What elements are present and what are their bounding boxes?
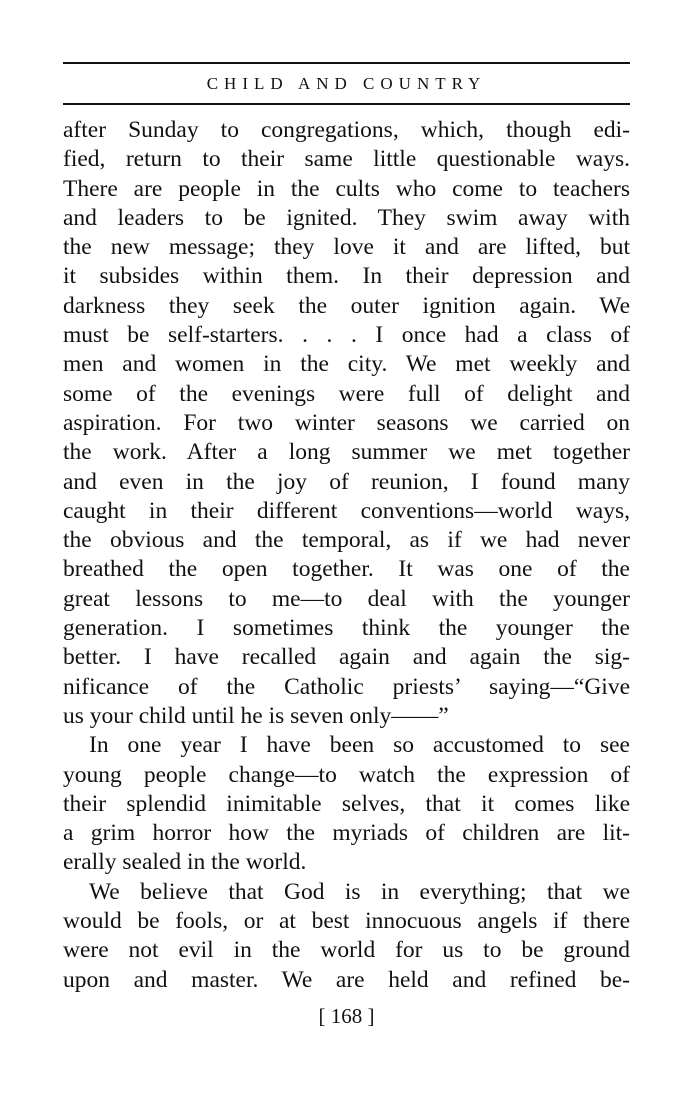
paragraph-start-line: We believe that God is in everything; that we: [89, 878, 630, 905]
text-line: some of the evenings were full of delight and: [63, 380, 630, 407]
text-line: after Sunday to congregations, which, though edi-: [63, 117, 630, 143]
text-line: a grim horror how the myriads of children are lit-: [63, 820, 630, 847]
running-head: CHILD AND COUNTRY: [206, 74, 487, 93]
text-line: the new message; they love it and are lifted, but: [63, 234, 630, 261]
text-line: darkness they seek the outer ignition again. We: [63, 292, 630, 319]
text-line: and even in the joy of reunion, I found many: [63, 468, 630, 495]
text-line: would be fools, or at best innocuous angels if there: [63, 908, 630, 935]
body-text: [63, 116, 630, 995]
text-line: fied, return to their same little questionable ways.: [63, 146, 630, 173]
header-rule: [63, 103, 630, 105]
text-line: it subsides within them. In their depression and: [63, 263, 630, 290]
top-rule: [63, 62, 630, 64]
text-line: great lessons to me—to deal with the younger: [63, 585, 630, 612]
text-line: caught in their different conventions—world ways,: [63, 497, 630, 524]
paragraph-end-line: erally sealed in the world.: [63, 849, 307, 876]
text-line: breathed the open together. It was one of the: [63, 556, 630, 583]
text-line: upon and master. We are held and refined be-: [63, 966, 630, 993]
text-line: young people change—to watch the expression of: [63, 761, 630, 788]
paragraph-end-line: us your child until he is seven only——”: [63, 702, 449, 729]
text-line: the obvious and the temporal, as if we had never: [63, 527, 630, 554]
text-line: better. I have recalled again and again the sig-: [63, 644, 630, 671]
paragraph-start-line: In one year I have been so accustomed to see: [89, 732, 630, 759]
text-line: were not evil in the world for us to be ground: [63, 937, 630, 964]
text-line: aspiration. For two winter seasons we carried on: [63, 409, 630, 436]
text-line: generation. I sometimes think the younger the: [63, 615, 630, 642]
text-line: nificance of the Catholic priests’ saying—“Give: [63, 673, 630, 700]
page-number: [ 168 ]: [318, 1004, 375, 1028]
text-line: the work. After a long summer we met together: [63, 439, 630, 466]
text-line: must be self-starters. . . . I once had a class of: [63, 322, 630, 349]
text-line: men and women in the city. We met weekly and: [63, 351, 630, 378]
text-line: their splendid inimitable selves, that it comes like: [63, 790, 630, 817]
text-line: and leaders to be ignited. They swim away with: [63, 204, 630, 231]
text-line: There are people in the cults who come to teachers: [63, 175, 630, 202]
